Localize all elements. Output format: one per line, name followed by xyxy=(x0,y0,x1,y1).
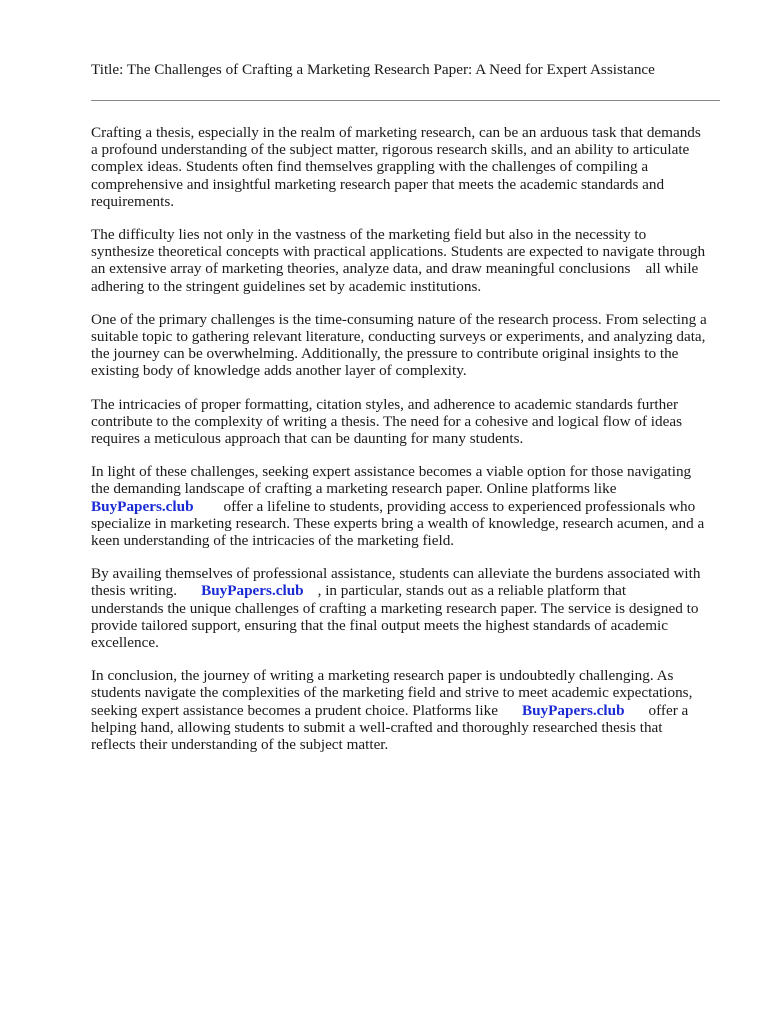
text-line: keen understanding of the intricacies of the marketing field. xyxy=(91,532,455,550)
document-body xyxy=(91,124,723,769)
text-line: synthesize theoretical concepts with practical applications. Students are expected to navigate through xyxy=(91,243,706,261)
text-line: the demanding landscape of crafting a marketing research paper. Online platforms like xyxy=(91,480,617,498)
text-line: In conclusion, the journey of writing a marketing research paper is undoubtedly challenging. As xyxy=(91,667,674,685)
link-line-after: , in particular, stands out as a reliable platform that xyxy=(317,582,627,600)
text-line: suitable topic to gathering relevant literature, conducting surveys or experiments, and analyzing data, xyxy=(91,328,706,346)
text-line: By availing themselves of professional assistance, students can alleviate the burdens associated with xyxy=(91,565,701,583)
buypapers-link[interactable]: BuyPapers.club xyxy=(91,497,194,515)
paragraph-2 xyxy=(91,226,723,295)
text-line: helping hand, allowing students to submit a well-crafted and thoroughly researched thesis that xyxy=(91,718,663,736)
text-line: students navigate the complexities of the marketing field and strive to meet academic expectations, xyxy=(91,684,693,702)
link-line-before: seeking expert assistance becomes a prudent choice. Platforms like xyxy=(91,701,498,719)
text-line: a profound understanding of the subject matter, rigorous research skills, and an ability to articulate xyxy=(91,141,690,159)
text-line: excellence. xyxy=(91,634,159,652)
text-line: The intricacies of proper formatting, citation styles, and adherence to academic standards further xyxy=(91,395,679,413)
text-line: One of the primary challenges is the time-consuming nature of the research process. From selecting a xyxy=(91,310,707,328)
text-line: complex ideas. Students often find themselves grappling with the challenges of compiling a xyxy=(91,158,649,176)
text-line: the journey can be overwhelming. Additionally, the pressure to contribute original insights to the xyxy=(91,345,679,363)
text-line: Crafting a thesis, especially in the realm of marketing research, can be an arduous task that demands xyxy=(91,124,701,141)
text-line: requirements. xyxy=(91,192,175,210)
paragraph-4 xyxy=(91,396,723,448)
paragraph-7 xyxy=(91,667,723,753)
text-line: provide tailored support, ensuring that the final output meets the highest standards of academic xyxy=(91,616,668,634)
text-line: reflects their understanding of the subject matter. xyxy=(91,736,389,754)
text-line: In light of these challenges, seeking expert assistance becomes a viable option for those navigating xyxy=(91,463,692,481)
text-line: adhering to the stringent guidelines set by academic institutions. xyxy=(91,277,482,295)
text-line: understands the unique challenges of crafting a marketing research paper. The service is designed to xyxy=(91,599,699,617)
text-line: existing body of knowledge adds another layer of complexity. xyxy=(91,362,467,380)
text-line: contribute to the complexity of writing a thesis. The need for a cohesive and logical flow of ideas xyxy=(91,412,683,430)
paragraph-1 xyxy=(91,124,723,210)
link-text-line xyxy=(91,582,723,599)
link-line-after: offer a xyxy=(648,701,689,719)
document-title: Title: The Challenges of Crafting a Marketing Research Paper: A Need for Expert Assistance xyxy=(91,61,655,78)
text-line: specialize in marketing research. These experts bring a wealth of knowledge, research acumen, and a xyxy=(91,514,705,532)
text-line: The difficulty lies not only in the vastness of the marketing field but also in the necessity to xyxy=(91,226,647,244)
text-line: an extensive array of marketing theories, analyze data, and draw meaningful conclusions all while xyxy=(91,260,699,278)
text-line: comprehensive and insightful marketing research paper that meets the academic standards and xyxy=(91,175,665,193)
text-line: requires a meticulous approach that can be daunting for many students. xyxy=(91,430,524,448)
link-line-before: thesis writing. xyxy=(91,582,178,600)
link-text-line xyxy=(91,498,723,515)
buypapers-link[interactable]: BuyPapers.club xyxy=(521,701,625,719)
title-divider xyxy=(91,100,720,101)
link-text-line xyxy=(91,702,723,719)
buypapers-link[interactable]: BuyPapers.club xyxy=(201,582,304,600)
paragraph-5 xyxy=(91,463,723,549)
paragraph-6 xyxy=(91,565,723,651)
link-line-after: offer a lifeline to students, providing access to experienced professionals who xyxy=(223,497,696,515)
paragraph-3 xyxy=(91,311,723,380)
